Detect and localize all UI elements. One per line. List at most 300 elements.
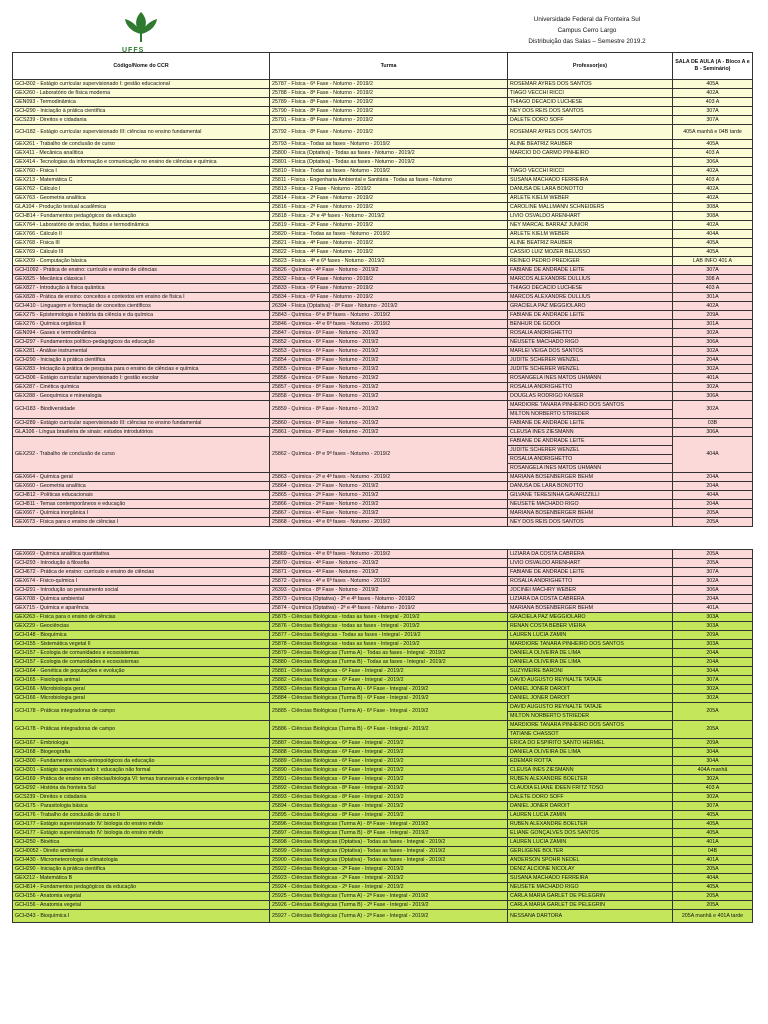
professor-cell: SUZYMEIRE BARONI [508, 667, 673, 676]
room-cell: 306A [673, 338, 753, 347]
table-row [13, 721, 753, 730]
table-row [13, 518, 753, 527]
course-cell: GEX209 - Computação básica [13, 257, 270, 266]
course-cell: GCH166 - Microbiologia geral [13, 685, 270, 694]
class-cell: 25823 - Física - 4ª e 6ª fases - Noturno - 2019/2 [270, 257, 508, 266]
class-cell: 25846 - Química - 4ª e 6ª fases - Noturno - 2019/2 [270, 320, 508, 329]
course-cell: GEX288 - Geoquímica e mineralogia [13, 392, 270, 401]
professor-cell: CARLA MARIA GARLET DE PELEGRIN [508, 901, 673, 910]
table-row [13, 320, 753, 329]
professor-cell: TIAGO VECCHI RICCI [508, 89, 673, 98]
course-cell: GEX283 - Iniciação à prática de pesquisa para o ensino de ciências e química [13, 365, 270, 374]
class-cell: 25863 - Química - 2ª e 4ª fases - Noturno - 2019/2 [270, 473, 508, 482]
table-row [13, 437, 753, 446]
table-row [13, 586, 753, 595]
room-cell: 401A [673, 856, 753, 865]
course-cell: GCH178 - Práticas integradoras de campo [13, 703, 270, 721]
room-cell: 403 A [673, 149, 753, 158]
professor-cell: MARCOS ALEXANDRE DULLIUS [508, 275, 673, 284]
col-header-room: SALA DE AULA (A - Bloco A e B - Seminário) [673, 53, 753, 80]
table-row [13, 604, 753, 613]
professor-cell: REINEO PEDRO PREDIGER [508, 257, 673, 266]
table-row [13, 658, 753, 667]
table-row [13, 383, 753, 392]
table-row [13, 392, 753, 401]
table-row [13, 775, 753, 784]
class-cell: 25895 - Ciências Biológicas - 8ª Fase - Integral - 2019/2 [270, 811, 508, 820]
course-cell: GCH157 - Ecologia de comunidades e ecossistemas [13, 649, 270, 658]
table-row [13, 311, 753, 320]
room-cell: 04B [673, 847, 753, 856]
room-cell: 307A [673, 266, 753, 275]
course-cell: GEX766 - Cálculo II [13, 230, 270, 239]
professor-cell: DENIZ ALCIONE NICOLAY [508, 865, 673, 874]
room-cell: 205A [673, 703, 753, 721]
course-cell: GEX674 - Físico-química I [13, 577, 270, 586]
room-table-2 [12, 549, 753, 923]
class-cell: 25816 - Física - 2ª Fase - Noturno - 2019/2 [270, 203, 508, 212]
university-name: Universidade Federal da Fronteira Sul [533, 16, 641, 23]
professor-cell: MARIANA BOSENBERGER BEHM [508, 604, 673, 613]
room-cell: 302A [673, 694, 753, 703]
table-row [13, 239, 753, 248]
course-cell: GLA106 - Língua brasileira de sinais: estudos introdutórios [13, 428, 270, 437]
room-cell: 205A [673, 865, 753, 874]
course-cell: GCH1092 - Prática de ensino: currículo e ensino de ciências [13, 266, 270, 275]
table-row [13, 595, 753, 604]
class-cell: 25789 - Física - 8ª Fase - Noturno - 2019/2 [270, 98, 508, 107]
professor-cell: FABIANE DE ANDRADE LEITE [508, 437, 673, 446]
course-cell: GCH290 - Iniciação à prática científica [13, 865, 270, 874]
class-cell: 25869 - Química - 4ª e 6ª fases - Noturno - 2019/2 [270, 550, 508, 559]
professor-cell: NESSANA DARTORA [508, 910, 673, 923]
course-cell: GEX828 - Prática de ensino: conceitos e contextos em ensino de física I [13, 293, 270, 302]
course-cell: GEX229 - Geociências [13, 622, 270, 631]
table-row [13, 500, 753, 509]
professor-cell: RUBEN ALEXANDRE BOELTER [508, 820, 673, 829]
course-cell: GCH672 - Prática de ensino: currículo e ensino de ciências [13, 568, 270, 577]
class-cell: 25924 - Ciências Biológicas - 2ª Fase - Integral - 2019/2 [270, 883, 508, 892]
document-header [12, 10, 752, 52]
room-cell: 405A [673, 820, 753, 829]
professor-cell: ELIANE GONÇALVES DOS SANTOS [508, 829, 673, 838]
class-cell: 25879 - Ciências Biológicas (Turma A) - Todas as fases - Integral - 2019/2 [270, 649, 508, 658]
class-cell: 25874 - Química (Optativa) - 2ª e 4ª fases - Noturno - 2019/2 [270, 604, 508, 613]
table-row [13, 631, 753, 640]
table-row [13, 865, 753, 874]
room-cell: 302A [673, 365, 753, 374]
room-cell: 405A manhã e 04B tarde [673, 125, 753, 140]
room-cell: 301A [673, 293, 753, 302]
class-cell: 25787 - Física - 6ª Fase - Noturno - 2019/2 [270, 80, 508, 89]
course-cell: GCH292 - História da fronteira Sul [13, 784, 270, 793]
class-cell: 25881 - Ciências Biológicas - 6ª Fase - Integral - 2019/2 [270, 667, 508, 676]
table-row [13, 203, 753, 212]
table-row [13, 550, 753, 559]
room-cell: 402A [673, 194, 753, 203]
room-cell: 405A [673, 811, 753, 820]
table-row [13, 107, 753, 116]
class-cell: 25792 - Física - 8ª Fase - Noturno - 2019/2 [270, 125, 508, 140]
professor-cell: MARDIORE TANARA PINHEIRO DOS SANTOS [508, 401, 673, 410]
professor-cell: ERICA DO ESPIRITO SANTO HERMEL [508, 739, 673, 748]
room-cell: 209A [673, 631, 753, 640]
room-cell: 306A [673, 392, 753, 401]
room-cell: 404A [673, 437, 753, 473]
course-cell: GEX667 - Química inorgânica I [13, 509, 270, 518]
table-row [13, 185, 753, 194]
course-cell: GEX213 - Matemática C [13, 176, 270, 185]
professor-cell: MILTON NORBERTO STRIEDER [508, 712, 673, 721]
table-row [13, 739, 753, 748]
room-cell: 306A [673, 586, 753, 595]
professor-cell: MILTON NORBERTO STRIEDER [508, 410, 673, 419]
class-cell: 25801 - Física (Optativa) - Todas as fases - Noturno - 2019/2 [270, 158, 508, 167]
room-cell: 307A [673, 107, 753, 116]
col-header-course: Código/Nome do CCR [13, 53, 270, 80]
professor-cell: GILVANE TERESINHA GAVARIZZILLI [508, 491, 673, 500]
room-cell: 402A [673, 185, 753, 194]
professor-cell: MARIANA BOSENBERGER BEHM [508, 473, 673, 482]
room-cell: 405A [673, 829, 753, 838]
professor-cell: TATIANE CHASSOT [508, 730, 673, 739]
class-cell: 25871 - Química - 4ª Fase - Noturno - 2019/2 [270, 568, 508, 577]
professor-cell: MARCOS ALEXANDRE DULLIUS [508, 293, 673, 302]
room-cell: 301A [673, 320, 753, 329]
class-cell: 25882 - Ciências Biológicas - 6ª Fase - Integral - 2019/2 [270, 676, 508, 685]
class-cell: 25865 - Química - 2ª Fase - Noturno - 2019/2 [270, 491, 508, 500]
table-row [13, 694, 753, 703]
room-cell: 405A [673, 883, 753, 892]
course-cell: GCH178 - Práticas integradoras de campo [13, 721, 270, 739]
class-cell: 26394 - Física (Optativa) - 8ª Fase - Noturno - 2019/2 [270, 302, 508, 311]
course-cell: GCH176 - Trabalho de conclusão de curso II [13, 811, 270, 820]
room-cell: 307A [673, 116, 753, 125]
table-row [13, 829, 753, 838]
course-cell: GLA104 - Produção textual acadêmica [13, 203, 270, 212]
room-cell: 307A [673, 568, 753, 577]
professor-cell: LIVIO OSVALDO ARENHART [508, 212, 673, 221]
course-cell: GCH0052 - Direito ambiental [13, 847, 270, 856]
professor-cell: DANIEL JONER DAROIT [508, 685, 673, 694]
professor-cell: NEUSETE MACHADO RIGO [508, 338, 673, 347]
professor-cell: NEY MARCAL BARRAZ JUNIOR [508, 221, 673, 230]
course-cell: GCH302 - Estágio curricular supervisionado I: gestão educacional [13, 80, 270, 89]
course-cell: GCH165 - Fisiologia animal [13, 676, 270, 685]
class-cell: 25927 - Ciências Biológicas (Turma A) - 2ª Fase - Integral - 2019/2 [270, 910, 508, 923]
course-cell: GCH811 - Temas contemporâneos e educação [13, 500, 270, 509]
course-cell: GCH814 - Fundamentos pedagógicos da educação [13, 883, 270, 892]
professor-cell: LAUREN LUCIA ZAMIN [508, 838, 673, 847]
room-cell: 302A [673, 685, 753, 694]
professor-cell: ARLETE KIELM WEBER [508, 194, 673, 203]
room-cell: 304A [673, 748, 753, 757]
course-cell: GCH301 - Estágio supervisionado I: educação não formal [13, 766, 270, 775]
room-cell: 306A [673, 158, 753, 167]
class-cell: 25888 - Ciências Biológicas - 6ª Fase - Integral - 2019/2 [270, 748, 508, 757]
professor-cell: MARDIORE TANARA PINHEIRO DOS SANTOS [508, 721, 673, 730]
room-table-1 [12, 52, 753, 527]
table-row [13, 766, 753, 775]
class-cell: 25833 - Física - 6ª Fase - Noturno - 2019/2 [270, 284, 508, 293]
class-cell: 25875 - Ciências Biológicas - todas as fases - Integral - 2019/2 [270, 613, 508, 622]
course-cell: GCH169 - Prática de ensino em ciências/biologia VI: temas transversais e contemporâne [13, 775, 270, 784]
table-row [13, 176, 753, 185]
course-cell: GCH814 - Fundamentos pedagógicos da educação [13, 212, 270, 221]
table-row [13, 266, 753, 275]
professor-cell: DAVID AUGUSTO REYNALTE TATAJE [508, 703, 673, 712]
course-cell: GEX664 - Química geral [13, 473, 270, 482]
room-cell: 401A [673, 604, 753, 613]
class-cell: 25880 - Ciências Biológicas (Turma B) - Todas as fases - Integral - 2019/2 [270, 658, 508, 667]
class-cell: 25793 - Física - Todas as fases - Noturno - 2019/2 [270, 140, 508, 149]
professor-cell: DALETE DORO SOFF [508, 793, 673, 802]
class-cell: 25868 - Química - 4ª e 6ª fases - Noturno - 2019/2 [270, 518, 508, 527]
professor-cell: CLAUDIA ELIANE IDEEN FRITZ TOSO [508, 784, 673, 793]
class-cell: 25821 - Física - 4ª Fase - Noturno - 2019/2 [270, 239, 508, 248]
course-cell: GEX769 - Cálculo III [13, 248, 270, 257]
class-cell: 25877 - Ciências Biológicas - Todas as fases - Integral - 2019/2 [270, 631, 508, 640]
uffs-logo-icon [120, 10, 162, 52]
room-cell: 403 A [673, 176, 753, 185]
room-cell: LAB INFO 401 A [673, 257, 753, 266]
course-cell: GCH291 - Introdução ao pensamento social [13, 586, 270, 595]
room-cell: 308A [673, 212, 753, 221]
table-row [13, 811, 753, 820]
professor-cell: EDEMAR ROTTA [508, 757, 673, 766]
course-cell: GEX212 - Matemática B [13, 874, 270, 883]
table-row [13, 685, 753, 694]
table-row [13, 419, 753, 428]
professor-cell: DANIELA OLIVEIRA DE LIMA [508, 649, 673, 658]
table-row [13, 338, 753, 347]
class-cell: 25811 - Física - Engenharia Ambiental e Sanitária - Todas as fases - Noturno [270, 176, 508, 185]
room-cell: 204A [673, 658, 753, 667]
professor-cell: GRACIELA PAZ MEGGIOLARO [508, 302, 673, 311]
course-cell: GCH290 - Iniciação à prática científica [13, 107, 270, 116]
professor-cell: CLEUSA INES ZIESMANN [508, 428, 673, 437]
course-cell: GCH157 - Ecologia de comunidades e ecossistemas [13, 658, 270, 667]
room-cell: 205A [673, 559, 753, 568]
course-cell: GEX760 - Física I [13, 167, 270, 176]
class-cell: 25885 - Ciências Biológicas (Turma A) - 6ª Fase - Integral - 2019/2 [270, 703, 508, 721]
table-row [13, 667, 753, 676]
class-cell: 25854 - Química - 8ª Fase - Noturno - 2019/2 [270, 356, 508, 365]
room-cell: 304A [673, 667, 753, 676]
class-cell: 25876 - Ciências Biológicas - todas as fases - Integral - 2019/2 [270, 622, 508, 631]
class-cell: 25925 - Ciências Biológicas (Turma A) - 2ª Fase - Integral - 2019/2 [270, 892, 508, 901]
class-cell: 25884 - Ciências Biológicas (Turma B) - 6ª Fase - Integral - 2019/2 [270, 694, 508, 703]
professor-cell: ANDERSON SPOHR NEDEL [508, 856, 673, 865]
table-row [13, 874, 753, 883]
class-cell: 25896 - Ciências Biológicas (Turma A) - 8ª Fase - Integral - 2019/2 [270, 820, 508, 829]
room-cell: 205A [673, 901, 753, 910]
course-cell: GCH175 - Parasitologia básica [13, 802, 270, 811]
table-row [13, 847, 753, 856]
class-cell: 25820 - Física - Todas as fases - Noturno - 2019/2 [270, 230, 508, 239]
class-cell: 25889 - Ciências Biológicas - 6ª Fase - Integral - 2019/2 [270, 757, 508, 766]
class-cell: 25870 - Química - 4ª Fase - Noturno - 2019/2 [270, 559, 508, 568]
professor-cell: CLEUSA INES ZIESMANN [508, 766, 673, 775]
course-cell: GCH156 - Anatomia vegetal [13, 892, 270, 901]
class-cell: 25852 - Química - 6ª Fase - Noturno - 2019/2 [270, 338, 508, 347]
course-cell: GCH166 - Microbiologia geral [13, 694, 270, 703]
table-row [13, 284, 753, 293]
class-cell: 25900 - Ciências Biológicas (Optativa) - Todas as fases - Integral - 2019/2 [270, 856, 508, 865]
room-cell: 401A [673, 374, 753, 383]
table-row [13, 194, 753, 203]
logo-text: UFFS [122, 47, 145, 54]
class-cell: 25923 - Ciências Biológicas - 2ª Fase - Integral - 2019/2 [270, 874, 508, 883]
professor-cell: RENAN COSTA BEBER VIEIRA [508, 622, 673, 631]
course-cell: GCS239 - Direitos e cidadania [13, 793, 270, 802]
table-row [13, 347, 753, 356]
room-cell: 405A [673, 239, 753, 248]
room-cell: 03B [673, 419, 753, 428]
course-cell: GEX660 - Geometria analítica [13, 482, 270, 491]
professor-cell: LAUREN LUCIA ZAMIN [508, 631, 673, 640]
class-cell: 25788 - Física - 8ª Fase - Noturno - 2019/2 [270, 89, 508, 98]
table-row [13, 892, 753, 901]
professor-cell: LAUREN LUCIA ZAMIN [508, 811, 673, 820]
professor-cell: DANIELA OLIVEIRA DE LIMA [508, 748, 673, 757]
class-cell: 25891 - Ciências Biológicas - 6ª Fase - Integral - 2019/2 [270, 775, 508, 784]
course-cell: GEX825 - Mecânica clássica I [13, 275, 270, 284]
table-row [13, 212, 753, 221]
professor-cell: JUDITE SCHERER WENZEL [508, 356, 673, 365]
course-cell: GEX260 - Laboratório de física moderna [13, 89, 270, 98]
class-cell: 25897 - Ciências Biológicas (Turma B) - 8ª Fase - Integral - 2019/2 [270, 829, 508, 838]
room-cell: 307A [673, 676, 753, 685]
table-row [13, 509, 753, 518]
class-cell: 25819 - Física - 2ª Fase - Noturno - 2019/2 [270, 221, 508, 230]
table-row [13, 374, 753, 383]
course-cell: GCH306 - Estágio curricular supervisionado I: gestão escolar [13, 374, 270, 383]
professor-cell: ROSEMAR AYRES DOS SANTOS [508, 125, 673, 140]
table-row [13, 901, 753, 910]
professor-cell: MARDIORE TANARA PINHEIRO DOS SANTOS [508, 640, 673, 649]
class-cell: 25864 - Química - 2ª Fase - Noturno - 2019/2 [270, 482, 508, 491]
course-cell: GCH293 - Introdução à filosofia [13, 559, 270, 568]
course-cell: GEX669 - Química analítica quantitativa [13, 550, 270, 559]
professor-cell: ROSANGELA INES MATOS UHMANN [508, 374, 673, 383]
class-cell: 25855 - Química - 8ª Fase - Noturno - 2019/2 [270, 365, 508, 374]
table-row [13, 757, 753, 766]
course-cell: GCH182 - Estágio curricular supervisionado III: ciências no ensino fundamental [13, 125, 270, 140]
room-cell: 307A [673, 802, 753, 811]
table-row [13, 167, 753, 176]
class-cell: 25826 - Química - 4ª Fase - Noturno - 2019/2 [270, 266, 508, 275]
room-cell: 204A [673, 356, 753, 365]
room-cell: 205A [673, 518, 753, 527]
room-cell: 303A [673, 640, 753, 649]
table-row [13, 248, 753, 257]
course-cell: GEX263 - Física para o ensino de ciências [13, 613, 270, 622]
table-row [13, 856, 753, 865]
table-row [13, 640, 753, 649]
course-cell: GEX764 - Laboratório de ondas, fluidos e termodinâmica [13, 221, 270, 230]
table-row [13, 883, 753, 892]
professor-cell: DANIEL JONER DAROIT [508, 802, 673, 811]
professor-cell: MARLEI VEIGA DOS SANTOS [508, 347, 673, 356]
table-row [13, 230, 753, 239]
professor-cell: NEUSETE MACHADO RIGO [508, 500, 673, 509]
room-cell: 302A [673, 401, 753, 419]
professor-cell: CASSIO LUIZ MOZER BELUSSO [508, 248, 673, 257]
professor-cell: THIAGO DECACIO LUCHESE [508, 98, 673, 107]
room-cell: 302A [673, 329, 753, 338]
table-row [13, 802, 753, 811]
room-cell: 405A [673, 80, 753, 89]
course-cell: GEX287 - Cinética química [13, 383, 270, 392]
professor-cell: JUDITE SCHERER WENZEL [508, 446, 673, 455]
professor-cell: GERLIGENE BOLTER [508, 847, 673, 856]
class-cell: 25859 - Química - 8ª Fase - Noturno - 2019/2 [270, 401, 508, 419]
course-cell: GCH289 - Estágio curricular supervisionado III: ciências no ensino fundamental [13, 419, 270, 428]
class-cell: 25887 - Ciências Biológicas - 6ª Fase - Integral - 2019/2 [270, 739, 508, 748]
table-row [13, 428, 753, 437]
class-cell: 25867 - Química - 4ª Fase - Noturno - 2019/2 [270, 509, 508, 518]
professor-cell: GRACIELA PAZ MEGGIOLARO [508, 613, 673, 622]
class-cell: 25866 - Química - 2ª Fase - Noturno - 2019/2 [270, 500, 508, 509]
room-cell: 405A [673, 248, 753, 257]
professor-cell: JUDITE SCHERER WENZEL [508, 365, 673, 374]
course-cell: GEX708 - Química ambiental [13, 595, 270, 604]
room-cell: 209A [673, 739, 753, 748]
table-row [13, 89, 753, 98]
course-cell: GEX261 - Trabalho de conclusão de curso [13, 140, 270, 149]
room-cell: 302A [673, 383, 753, 392]
professor-cell: ARLETE KIELM WEBER [508, 230, 673, 239]
table-row [13, 622, 753, 631]
room-cell: 402A [673, 89, 753, 98]
table-row [13, 910, 753, 923]
class-cell: 25813 - Física - 2 Fase - Noturno - 2019/2 [270, 185, 508, 194]
table-row [13, 748, 753, 757]
room-cell: 204A [673, 500, 753, 509]
professor-cell: DANIELA OLIVEIRA DE LIMA [508, 658, 673, 667]
table-row [13, 356, 753, 365]
course-cell: GEX763 - Geometria analítica [13, 194, 270, 203]
course-cell: GCH297 - Fundamentos político-pedagógicos da educação [13, 338, 270, 347]
room-cell: 401A [673, 838, 753, 847]
room-cell: 205A [673, 509, 753, 518]
class-cell: 25898 - Ciências Biológicas (Optativa) - Todas as fases - Integral - 2019/2 [270, 838, 508, 847]
table-row [13, 80, 753, 89]
class-cell: 25790 - Física - 8ª Fase - Noturno - 2019/2 [270, 107, 508, 116]
table-row [13, 793, 753, 802]
professor-cell: THIAGO DECACIO LUCHESE [508, 284, 673, 293]
class-cell: 25860 - Química - 8ª Fase - Noturno - 2019/2 [270, 419, 508, 428]
class-cell: 25894 - Ciências Biológicas - 8ª Fase - Integral - 2019/2 [270, 802, 508, 811]
table-row [13, 577, 753, 586]
course-cell: GCH183 - Biodiversidade [13, 401, 270, 419]
professor-cell: MARCIO DO CARMO PINHEIRO [508, 149, 673, 158]
class-cell: 25818 - Física - 2ª e 4ª fases - Noturno - 2019/2 [270, 212, 508, 221]
table-row [13, 98, 753, 107]
room-cell: 302A [673, 347, 753, 356]
course-cell: GCH164 - Genética de populações e evolução [13, 667, 270, 676]
course-cell: GEX827 - Introdução à física quântica [13, 284, 270, 293]
professor-cell: DOUGLAS RODRIGO KAISER [508, 392, 673, 401]
professor-cell: ROSALIA ANDRIGHETTO [508, 383, 673, 392]
room-cell: 204A [673, 482, 753, 491]
class-cell: 25878 - Ciências Biológicas - todas as fases - Integral - 2019/2 [270, 640, 508, 649]
professor-cell: ROSALIA ANDRIGHETTO [508, 329, 673, 338]
room-cell: 403 A [673, 98, 753, 107]
professor-cell: LIZIARA DA COSTA CABRERA [508, 550, 673, 559]
room-cell: 402A [673, 167, 753, 176]
